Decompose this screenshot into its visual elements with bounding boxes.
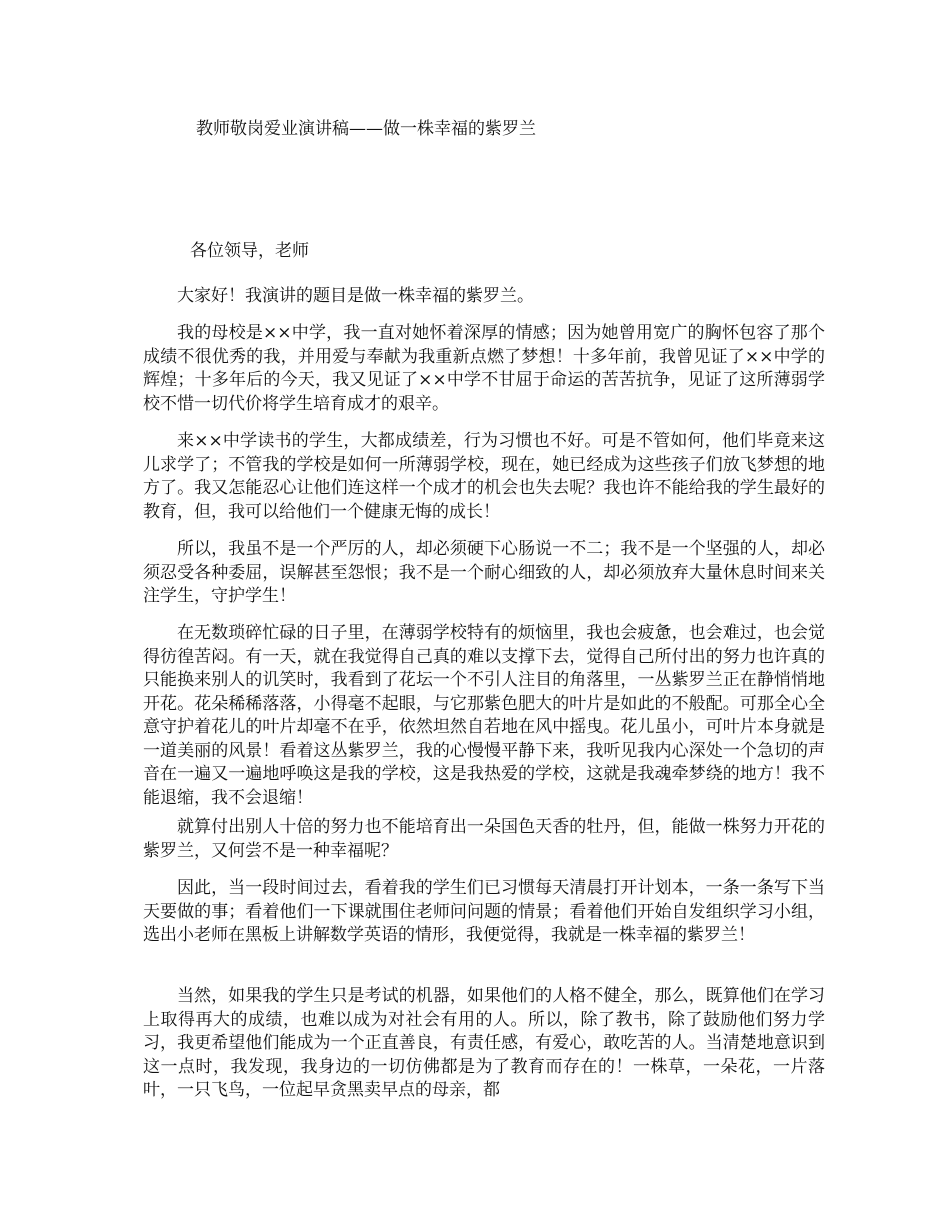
paragraph-1: 大家好！我演讲的题目是做一株幸福的紫罗兰。 [177,286,534,306]
paragraph-4: 所以，我虽不是一个严厉的人，却必须硬下心肠说一不二；我不是一个坚强的人，却必须忍受各种委屈，误解甚至怨恨；我不是一个耐心细致的人，却必须放弃大量休息时间来关注学生，守护学生！ [143,539,825,606]
greeting-line: 各位领导，老师 [190,241,309,261]
paragraph-5: 在无数琐碎忙碌的日子里，在薄弱学校特有的烦恼里，我也会疲惫，也会难过，也会觉得彷徨苦闷。有一天，就在我觉得自己真的难以支撑下去，觉得自己所付出的努力也许真的只能换来别人的讥笑时，我看到了花坛一个不引人注目的角落里，一丛紫罗兰正在静悄悄地开花。花朵稀稀落落，小得毫不起眼，与它那紫色肥大的叶片是如此的不般配。可那全心全意守护着花儿的叶片却毫不在乎，依然坦然自若地在风中摇曳。花儿虽小，可叶片本身就是一道美丽的风景！看着这丛紫罗兰，我的心慢慢平静下来，我听见我内心深处一个急切的声音在一遍又一遍地呼唤这是我的学校，这是我热爱的学校，这就是我魂牵梦绕的地方！我不能退缩，我不会退缩！ [143,623,825,808]
document-title: 教师敬岗爱业演讲稿——做一株幸福的紫罗兰 [196,119,536,139]
paragraph-8: 当然，如果我的学生只是考试的机器，如果他们的人格不健全，那么，既算他们在学习上取得再大的成绩，也难以成为对社会有用的人。所以，除了教书，除了鼓励他们努力学习，我更希望他们能成为一个正直善良，有责任感，有爱心，敢吃苦的人。当清楚地意识到这一点时，我发现，我身边的一切仿佛都是为了教育而存在的！一株草，一朵花，一片落叶，一只飞鸟，一位起早贪黑卖早点的母亲，都 [143,986,825,1100]
paragraph-3: 来××中学读书的学生，大都成绩差，行为习惯也不好。可是不管如何，他们毕竟来这儿求学了；不管我的学校是如何一所薄弱学校，现在，她已经成为这些孩子们放飞梦想的地方了。我又怎能忍心让他们连这样一个成才的机会也失去呢？我也许不能给我的学生最好的教育，但，我可以给他们一个健康无悔的成长！ [143,431,825,522]
paragraph-2: 我的母校是××中学，我一直对她怀着深厚的情感；因为她曾用宽广的胸怀包容了那个成绩不很优秀的我，并用爱与奉献为我重新点燃了梦想！十多年前，我曾见证了××中学的辉煌；十多年后的今天，我又见证了××中学不甘屈于命运的苦苦抗争，见证了这所薄弱学校不惜一切代价将学生培育成才的艰辛。 [143,323,825,414]
paragraph-6: 就算付出别人十倍的努力也不能培育出一朵国色天香的牡丹，但，能做一株努力开花的紫罗兰，又何尝不是一种幸福呢？ [143,817,825,861]
paragraph-7: 因此，当一段时间过去，看着我的学生们已习惯每天清晨打开计划本，一条一条写下当天要做的事；看着他们一下课就围住老师问问题的情景；看着他们开始自发组织学习小组，选出小老师在黑板上讲解数学英语的情形，我便觉得，我就是一株幸福的紫罗兰！ [143,878,825,945]
